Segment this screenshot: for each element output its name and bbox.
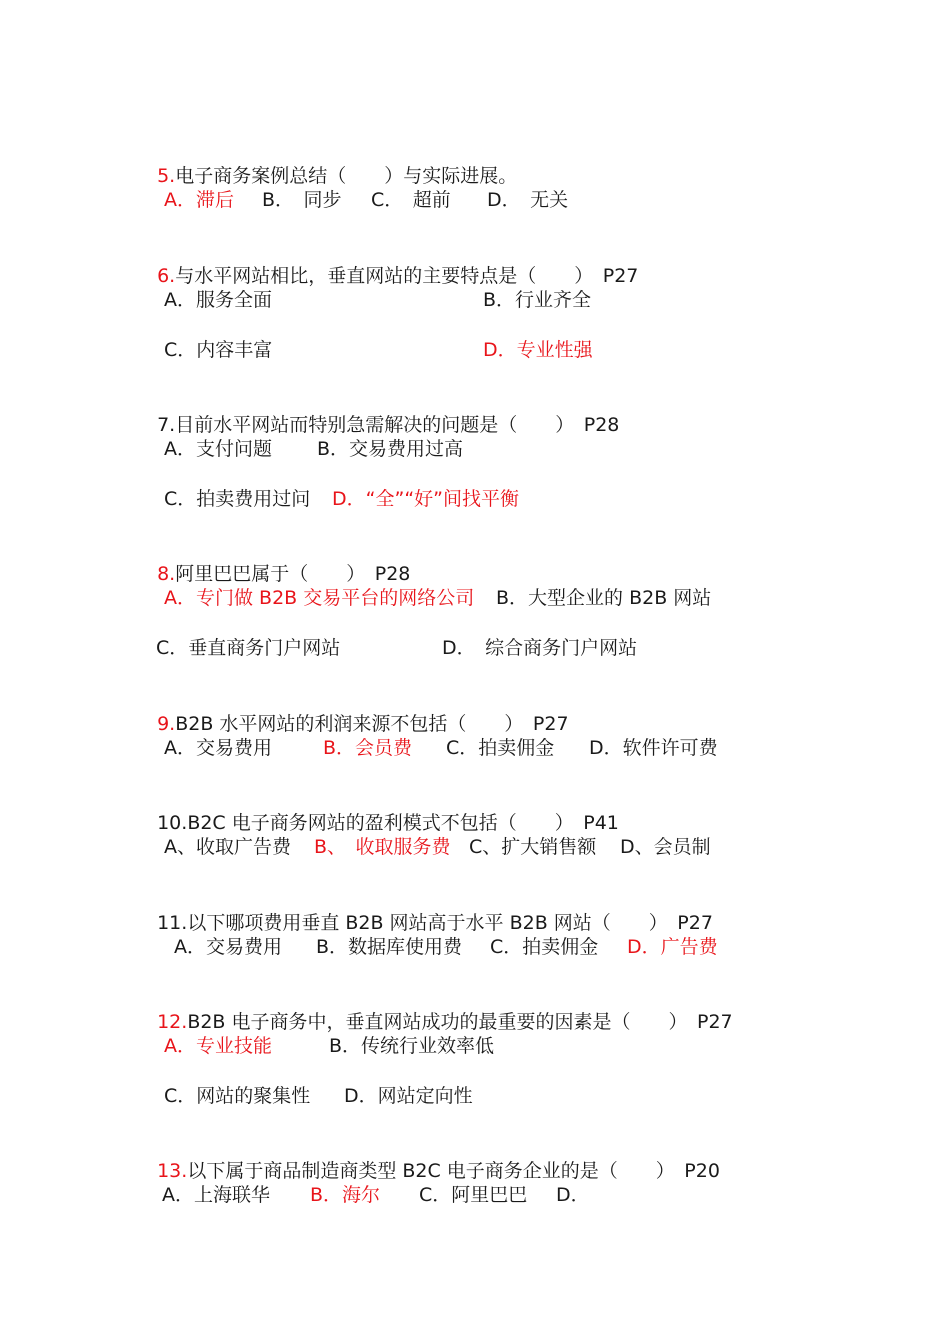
option-row: [164, 287, 864, 313]
question-stem: [145, 983, 733, 1033]
question-number: 5.: [157, 165, 176, 187]
question-text: 目前水平网站而特别急需解决的问题是（ ） P28: [175, 414, 620, 436]
question-number: 8.: [157, 563, 176, 585]
option-row: [164, 486, 864, 512]
option-a: A．交易费用: [174, 936, 282, 958]
option-c: C．网站的聚集性: [164, 1085, 311, 1107]
option-b: B．数据库使用费: [316, 936, 463, 958]
question-number: 10.: [157, 812, 188, 834]
option-b: B．交易费用过高: [317, 438, 464, 460]
option-b: B．传统行业效率低: [329, 1035, 495, 1057]
question-stem: [145, 685, 569, 735]
option-c: C．拍卖佣金: [446, 737, 555, 759]
option-c: C． 超前: [371, 189, 451, 211]
option-a: A．服务全面: [164, 289, 272, 311]
option-d: D．: [556, 1184, 590, 1206]
option-a: A．上海联华: [162, 1184, 270, 1206]
option-row: [164, 1083, 864, 1109]
question-number: 11.: [157, 912, 188, 934]
option-a: A．专门做 B2B 交易平台的网络公司: [164, 587, 475, 609]
option-a: A．支付问题: [164, 438, 272, 460]
option-c: C．拍卖佣金: [490, 936, 599, 958]
option-row: [156, 635, 876, 661]
question-stem: [145, 137, 518, 187]
question-text: 电子商务案例总结（ ）与实际进展。: [175, 165, 518, 187]
option-c: C．拍卖费用过问: [164, 488, 311, 510]
option-d: D．广告费: [627, 936, 718, 958]
question-stem: [145, 386, 620, 436]
question-number: 7.: [157, 414, 176, 436]
option-b: B．海尔: [310, 1184, 381, 1206]
option-c: C、扩大销售额: [469, 836, 597, 858]
option-b: B．行业齐全: [483, 289, 592, 311]
option-b: B．大型企业的 B2B 网站: [496, 587, 712, 609]
question-text: 以下属于商品制造商类型 B2C 电子商务企业的是（ ） P20: [187, 1160, 720, 1182]
option-a: A．滞后: [164, 189, 234, 211]
option-row: [164, 585, 884, 611]
option-c: C．垂直商务门户网站: [156, 637, 341, 659]
question-number: 9.: [157, 713, 176, 735]
option-d: D． 综合商务门户网站: [442, 637, 638, 659]
option-a: A．交易费用: [164, 737, 272, 759]
option-row: [174, 934, 874, 960]
question-number: 6.: [157, 265, 176, 287]
question-stem: [145, 884, 713, 934]
question-stem: [145, 237, 639, 287]
question-stem: [145, 784, 619, 834]
option-row: [162, 1182, 862, 1208]
question-text: 阿里巴巴属于（ ） P28: [175, 563, 411, 585]
option-b: B、 收取服务费: [314, 836, 451, 858]
question-text: B2C 电子商务网站的盈利模式不包括（ ） P41: [187, 812, 619, 834]
question-text: B2B 水平网站的利润来源不包括（ ） P27: [175, 713, 569, 735]
question-text: 以下哪项费用垂直 B2B 网站高于水平 B2B 网站（ ） P27: [187, 912, 713, 934]
option-row: [164, 436, 864, 462]
option-row: [164, 1033, 864, 1059]
option-c: C．内容丰富: [164, 339, 273, 361]
option-row: [164, 187, 864, 213]
option-a: A．专业技能: [164, 1035, 272, 1057]
option-d: D．“全”“好”间找平衡: [332, 488, 520, 510]
option-row: [164, 735, 864, 761]
option-d: D．软件许可费: [589, 737, 718, 759]
question-number: 12.: [157, 1011, 188, 1033]
question-number: 13.: [157, 1160, 188, 1182]
question-text: 与水平网站相比，垂直网站的主要特点是（ ） P27: [175, 265, 639, 287]
question-text: B2B 电子商务中，垂直网站成功的最重要的因素是（ ） P27: [187, 1011, 733, 1033]
option-a: A、收取广告费: [164, 836, 291, 858]
option-b: B．会员费: [323, 737, 413, 759]
option-row: [164, 337, 864, 363]
option-d: D． 无关: [487, 189, 569, 211]
option-d: D、会员制: [620, 836, 711, 858]
option-row: [164, 834, 864, 860]
option-c: C．阿里巴巴: [419, 1184, 528, 1206]
question-stem: [145, 535, 411, 585]
option-b: B． 同步: [262, 189, 342, 211]
option-d: D．专业性强: [483, 339, 593, 361]
option-d: D．网站定向性: [344, 1085, 473, 1107]
question-stem: [145, 1132, 720, 1182]
